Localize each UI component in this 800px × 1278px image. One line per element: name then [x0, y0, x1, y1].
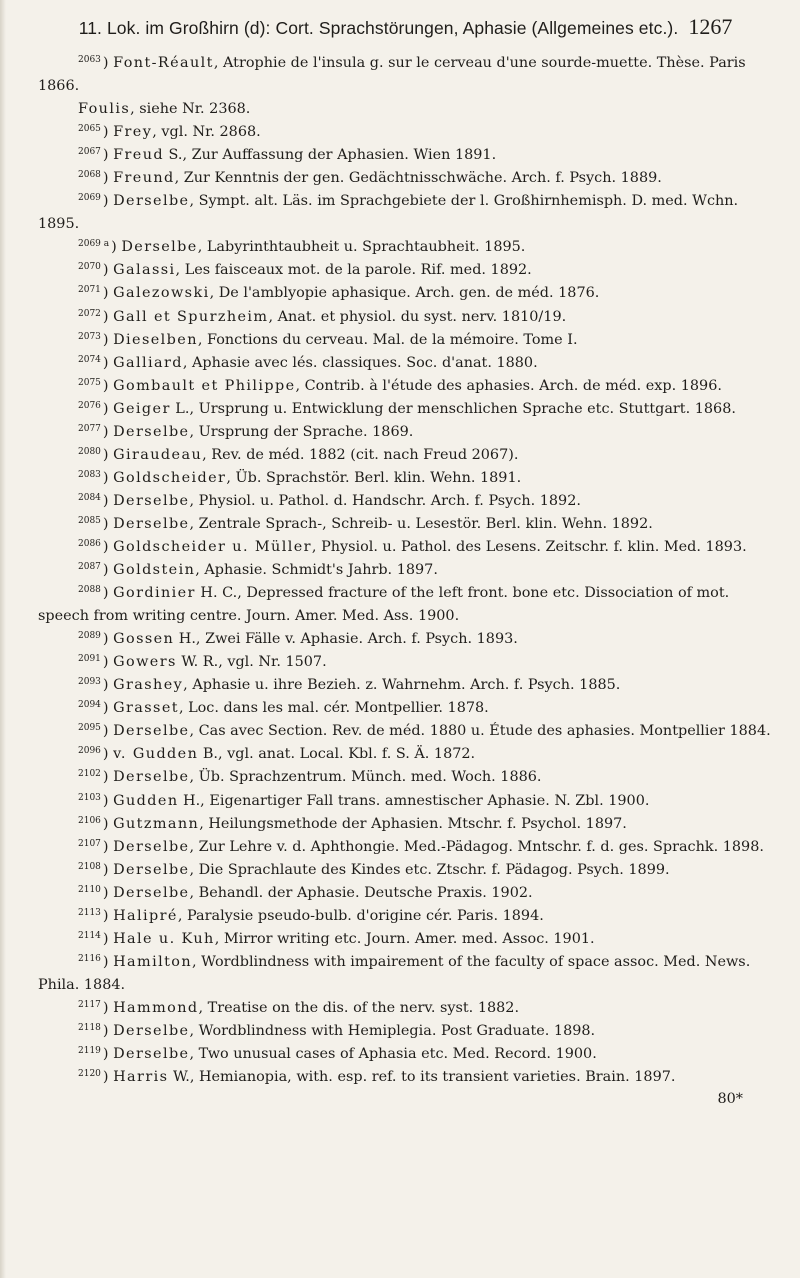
entry-author: v. Gudden [113, 746, 199, 763]
entry-author: Hamilton [113, 953, 193, 970]
entry-number: 2087 [78, 562, 101, 573]
entry-citation: , Zur Lehre v. d. Aphthongie. Med.-Pädagog. Mntschr. f. d. ges. Sprachk. 1898. [189, 838, 764, 855]
entry-author: Gordinier [113, 585, 196, 602]
entry-number-paren: ) [102, 585, 114, 602]
entry-number: 2076 [78, 400, 101, 411]
bibliography-entry [38, 951, 773, 997]
signature-mark: 80* [717, 1091, 743, 1108]
page-number: 1267 [688, 14, 733, 39]
entry-citation: , Fonctions du cerveau. Mal. de la mémoire. Tome I. [197, 331, 578, 348]
bibliography-entry [38, 582, 773, 628]
bibliography-entry [38, 905, 773, 928]
entry-citation: , Les faisceaux mot. de la parole. Rif. med. 1892. [175, 262, 532, 279]
bibliography-entry [38, 559, 773, 582]
bibliography-entry [38, 167, 773, 190]
entry-citation: W. R., vgl. Nr. 1507. [176, 654, 327, 671]
entry-author: Halipré [113, 907, 178, 924]
entry-number-paren: ) [102, 700, 114, 717]
entry-number-paren: ) [102, 55, 114, 71]
entry-citation: , Heilungsmethode der Aphasien. Mtschr. f. Psychol. 1897. [199, 815, 627, 832]
entry-number-paren: ) [102, 170, 114, 187]
bibliography-entry [38, 236, 773, 259]
entry-number-paren: ) [102, 861, 114, 878]
entry-author: Galliard [113, 354, 183, 371]
bibliography-entry [38, 1066, 773, 1089]
entry-citation: , Behandl. der Aphasie. Deutsche Praxis. 1902. [189, 884, 533, 901]
entry-number-paren: ) [102, 838, 114, 855]
entry-number: 2073 [78, 331, 101, 342]
entry-number-paren: ) [102, 677, 114, 694]
bibliography-entry [38, 790, 773, 813]
entry-number: 2084 [78, 492, 101, 503]
entry-citation: , Üb. Sprachzentrum. Münch. med. Woch. 1886. [189, 769, 542, 786]
entry-author: Grashey [113, 677, 184, 694]
entry-number: 2110 [78, 884, 101, 895]
bibliography-entry [38, 352, 773, 375]
entry-number: 2077 [78, 423, 101, 434]
entry-citation: , Mirror writing etc. Journ. Amer. med. Assoc. 1901. [214, 930, 595, 947]
entry-number: 2102 [78, 769, 101, 780]
bibliography-entry [38, 651, 773, 674]
entry-number-paren: ) [102, 354, 114, 371]
entry-citation: , Wordblindness with Hemiplegia. Post Graduate. 1898. [189, 1022, 596, 1039]
entry-citation: B., vgl. anat. Local. Kbl. f. S. Ä. 1872. [198, 746, 476, 763]
entry-citation: L., Ursprung u. Entwicklung der menschlichen Sprache etc. Stuttgart. 1868. [170, 400, 736, 417]
entry-author: Derselbe [113, 423, 190, 440]
entry-author: Dieselben [113, 331, 198, 348]
entry-number-paren: ) [102, 746, 114, 763]
entry-author: Harris [113, 1069, 169, 1086]
bibliography-entry [38, 674, 773, 697]
entry-author: Freund [113, 170, 175, 187]
entry-citation: H. C., Depressed fracture of the left front. bone etc. Dissociation of mot. speech from writing centre. Journ. Amer. Med. Ass. 1900. [38, 585, 730, 625]
entry-number-paren: ) [102, 631, 114, 648]
entry-author: Gombault et Philippe [113, 377, 296, 394]
entry-number: 2085 [78, 515, 101, 526]
entry-citation: , Atrophie de l'insula g. sur le cerveau d'une sourde-muette. Thèse. Paris 1866. [38, 55, 746, 95]
entry-author: Derselbe [113, 884, 190, 901]
entry-author: Derselbe [113, 861, 190, 878]
bibliography-entry [38, 882, 773, 905]
entry-citation: , siehe Nr. 2368. [130, 101, 251, 118]
entry-author: Derselbe [113, 838, 190, 855]
entry-author: Font-Réault [113, 55, 214, 71]
entry-number: 2068 [78, 170, 101, 181]
entry-author: Hammond [113, 999, 199, 1016]
entry-author: Frey [113, 124, 153, 141]
entry-number: 2091 [78, 654, 101, 665]
entry-author: Derselbe [121, 239, 198, 256]
entry-citation: , Wordblindness with impairement of the faculty of space assoc. Med. News. Phila. 1884. [38, 953, 751, 993]
entry-number: 2063 [78, 55, 101, 65]
entry-number: 2106 [78, 815, 101, 826]
entry-number: 2119 [78, 1046, 101, 1057]
entry-number: 2074 [78, 354, 101, 365]
bibliography-entry [38, 1043, 773, 1066]
entry-number-paren: ) [102, 377, 114, 394]
entry-citation: , Treatise on the dis. of the nerv. syst. 1882. [198, 999, 520, 1016]
bibliography-entry [38, 836, 773, 859]
entry-author: Geiger [113, 400, 171, 417]
entry-number-paren: ) [102, 124, 114, 141]
entry-number: 2080 [78, 446, 101, 457]
bibliography-list [38, 52, 773, 1089]
entry-number-paren: ) [102, 930, 114, 947]
header-title: 11. Lok. im Großhirn (d): Cort. Sprachstörungen, Aphasie (Allgemeines etc.). [78, 18, 679, 38]
entry-author: Grasset [113, 700, 179, 717]
entry-author: Gossen [113, 631, 175, 648]
entry-number: 2067 [78, 147, 101, 158]
entry-number: 2086 [78, 538, 101, 549]
entry-number-paren: ) [102, 147, 114, 164]
entry-author: Derselbe [113, 723, 190, 740]
bibliography-entry [38, 144, 773, 167]
entry-citation: , Aphasie avec lés. classiques. Soc. d'anat. 1880. [182, 354, 538, 371]
entry-number: 2069 a [78, 239, 110, 250]
entry-number: 2065 [78, 124, 101, 135]
bibliography-entry [38, 697, 773, 720]
entry-number: 2116 [78, 953, 101, 964]
entry-number-paren: ) [102, 654, 114, 671]
entry-citation: , Sympt. alt. Läs. im Sprachgebiete der l. Großhirnhemisph. D. med. Wchn. 1895. [38, 193, 739, 233]
entry-number-paren: ) [102, 285, 114, 302]
entry-number: 2075 [78, 377, 101, 388]
entry-author: Derselbe [113, 515, 190, 532]
entry-number: 2114 [78, 930, 101, 941]
entry-number-paren: ) [102, 953, 114, 970]
entry-number: 2117 [78, 999, 101, 1010]
bibliography-entry [38, 375, 773, 398]
bibliography-entry [38, 52, 773, 98]
entry-author: Galezowski [113, 285, 210, 302]
entry-number-paren: ) [102, 769, 114, 786]
running-header [38, 14, 773, 40]
entry-number-paren: ) [102, 792, 114, 809]
page-left-edge-shadow [0, 0, 6, 1278]
entry-citation: , Cas avec Section. Rev. de méd. 1880 u. Étude des aphasies. Montpellier 1884. [189, 723, 771, 740]
entry-number: 2120 [78, 1069, 101, 1080]
entry-author: Gowers [113, 654, 177, 671]
entry-number: 2113 [78, 907, 101, 918]
bibliography-entry [38, 743, 773, 766]
entry-author: Derselbe [113, 492, 190, 509]
entry-citation: , Die Sprachlaute des Kindes etc. Ztschr. f. Pädagog. Psych. 1899. [189, 861, 670, 878]
entry-number: 2108 [78, 861, 101, 872]
entry-number-paren: ) [102, 1069, 114, 1086]
entry-author: Gudden [113, 792, 179, 809]
entry-number: 2072 [78, 308, 101, 319]
bibliography-entry [38, 467, 773, 490]
bibliography-entry [38, 306, 773, 329]
entry-number: 2071 [78, 285, 101, 296]
bibliography-entry [38, 1020, 773, 1043]
bibliography-entry [38, 490, 773, 513]
bibliography-entry [38, 398, 773, 421]
bibliography-entry [38, 121, 773, 144]
entry-author: Derselbe [113, 1022, 190, 1039]
entry-number-paren: ) [102, 723, 114, 740]
entry-number-paren: ) [102, 400, 114, 417]
entry-citation: , Contrib. à l'étude des aphasies. Arch. de méd. exp. 1896. [295, 377, 722, 394]
entry-citation: , Anat. et physiol. du syst. nerv. 1810/19. [268, 308, 567, 325]
bibliography-entry [38, 98, 773, 121]
entry-citation: , Physiol. u. Pathol. d. Handschr. Arch. f. Psych. 1892. [189, 492, 581, 509]
bibliography-entry [38, 421, 773, 444]
entry-citation: , Aphasie u. ihre Bezieh. z. Wahrnehm. Arch. f. Psych. 1885. [183, 677, 621, 694]
bibliography-entry [38, 997, 773, 1020]
entry-number-paren: ) [102, 308, 114, 325]
entry-number: 2096 [78, 746, 101, 757]
entry-author: Goldscheider [113, 469, 227, 486]
entry-author: Derselbe [113, 769, 190, 786]
entry-author: Gutzmann [113, 815, 200, 832]
entry-number: 2069 [78, 193, 101, 204]
entry-citation: , Üb. Sprachstör. Berl. klin. Wehn. 1891. [226, 469, 522, 486]
entry-number: 2070 [78, 262, 101, 273]
bibliography-entry [38, 536, 773, 559]
entry-author: Foulis [78, 101, 131, 118]
entry-number-paren: ) [102, 562, 114, 579]
entry-number: 2118 [78, 1022, 101, 1033]
entry-citation: , De l'amblyopie aphasique. Arch. gen. de méd. 1876. [209, 285, 600, 302]
entry-number: 2088 [78, 585, 101, 596]
bibliography-entry [38, 190, 773, 236]
bibliography-entry [38, 813, 773, 836]
entry-number: 2093 [78, 677, 101, 688]
bibliography-entry [38, 720, 773, 743]
entry-citation: H., Zwei Fälle v. Aphasie. Arch. f. Psych. 1893. [174, 631, 518, 648]
bibliography-entry [38, 766, 773, 789]
entry-number-paren: ) [102, 884, 114, 901]
entry-number-paren: ) [102, 469, 114, 486]
bibliography-entry [38, 282, 773, 305]
entry-number-paren: ) [102, 262, 114, 279]
entry-number: 2094 [78, 700, 101, 711]
entry-citation: S., Zur Auffassung der Aphasien. Wien 1891. [163, 147, 497, 164]
bibliography-entry [38, 859, 773, 882]
entry-number-paren: ) [102, 515, 114, 532]
entry-citation: , Rev. de méd. 1882 (cit. nach Freud 2067). [202, 446, 519, 463]
entry-number: 2095 [78, 723, 101, 734]
entry-number-paren: ) [102, 907, 114, 924]
entry-number-paren: ) [102, 193, 114, 210]
book-page [38, 14, 773, 1109]
bibliography-entry [38, 444, 773, 467]
entry-number: 2103 [78, 792, 101, 803]
entry-author: Galassi [113, 262, 176, 279]
entry-number-paren: ) [102, 492, 114, 509]
entry-author: Freud [113, 147, 164, 164]
entry-citation: , Ursprung der Sprache. 1869. [189, 423, 414, 440]
entry-citation: , Aphasie. Schmidt's Jahrb. 1897. [195, 562, 438, 579]
entry-citation: , Loc. dans les mal. cér. Montpellier. 1878. [178, 700, 489, 717]
entry-citation: , Physiol. u. Pathol. des Lesens. Zeitschr. f. klin. Med. 1893. [311, 538, 747, 555]
entry-citation: W., Hemianopia, with. esp. ref. to its transient varieties. Brain. 1897. [168, 1069, 676, 1086]
entry-number: 2107 [78, 838, 101, 849]
entry-number-paren: ) [102, 423, 114, 440]
entry-number-paren: ) [102, 1046, 114, 1063]
entry-author: Giraudeau [113, 446, 203, 463]
entry-citation: , Paralysie pseudo-bulb. d'origine cér. Paris. 1894. [177, 907, 544, 924]
entry-citation: , Zur Kenntnis der gen. Gedächtnisschwäche. Arch. f. Psych. 1889. [174, 170, 662, 187]
entry-number-paren: ) [102, 999, 114, 1016]
entry-author: Goldscheider u. Müller [113, 538, 312, 555]
entry-citation: , vgl. Nr. 2868. [152, 124, 261, 141]
entry-author: Hale u. Kuh [113, 930, 215, 947]
bibliography-entry [38, 928, 773, 951]
entry-number-paren: ) [102, 331, 114, 348]
entry-citation: , Two unusual cases of Aphasia etc. Med. Record. 1900. [189, 1046, 597, 1063]
entry-number-paren: ) [102, 538, 114, 555]
bibliography-entry [38, 513, 773, 536]
entry-author: Derselbe [113, 1046, 190, 1063]
bibliography-entry [38, 628, 773, 651]
entry-author: Gall et Spurzheim [113, 308, 269, 325]
entry-author: Derselbe [113, 193, 190, 210]
entry-number-paren: ) [102, 1022, 114, 1039]
entry-citation: , Labyrinthtaubheit u. Sprachtaubheit. 1895. [197, 239, 526, 256]
entry-number: 2083 [78, 469, 101, 480]
entry-author: Goldstein [113, 562, 196, 579]
bibliography-entry [38, 329, 773, 352]
entry-number: 2089 [78, 631, 101, 642]
entry-citation: , Zentrale Sprach-, Schreib- u. Lesestör. Berl. klin. Wehn. 1892. [189, 515, 653, 532]
entry-number-paren: ) [111, 239, 122, 256]
entry-number-paren: ) [102, 446, 114, 463]
bibliography-entry [38, 259, 773, 282]
entry-citation: H., Eigenartiger Fall trans. amnestischer Aphasie. N. Zbl. 1900. [178, 792, 650, 809]
entry-number-paren: ) [102, 815, 114, 832]
